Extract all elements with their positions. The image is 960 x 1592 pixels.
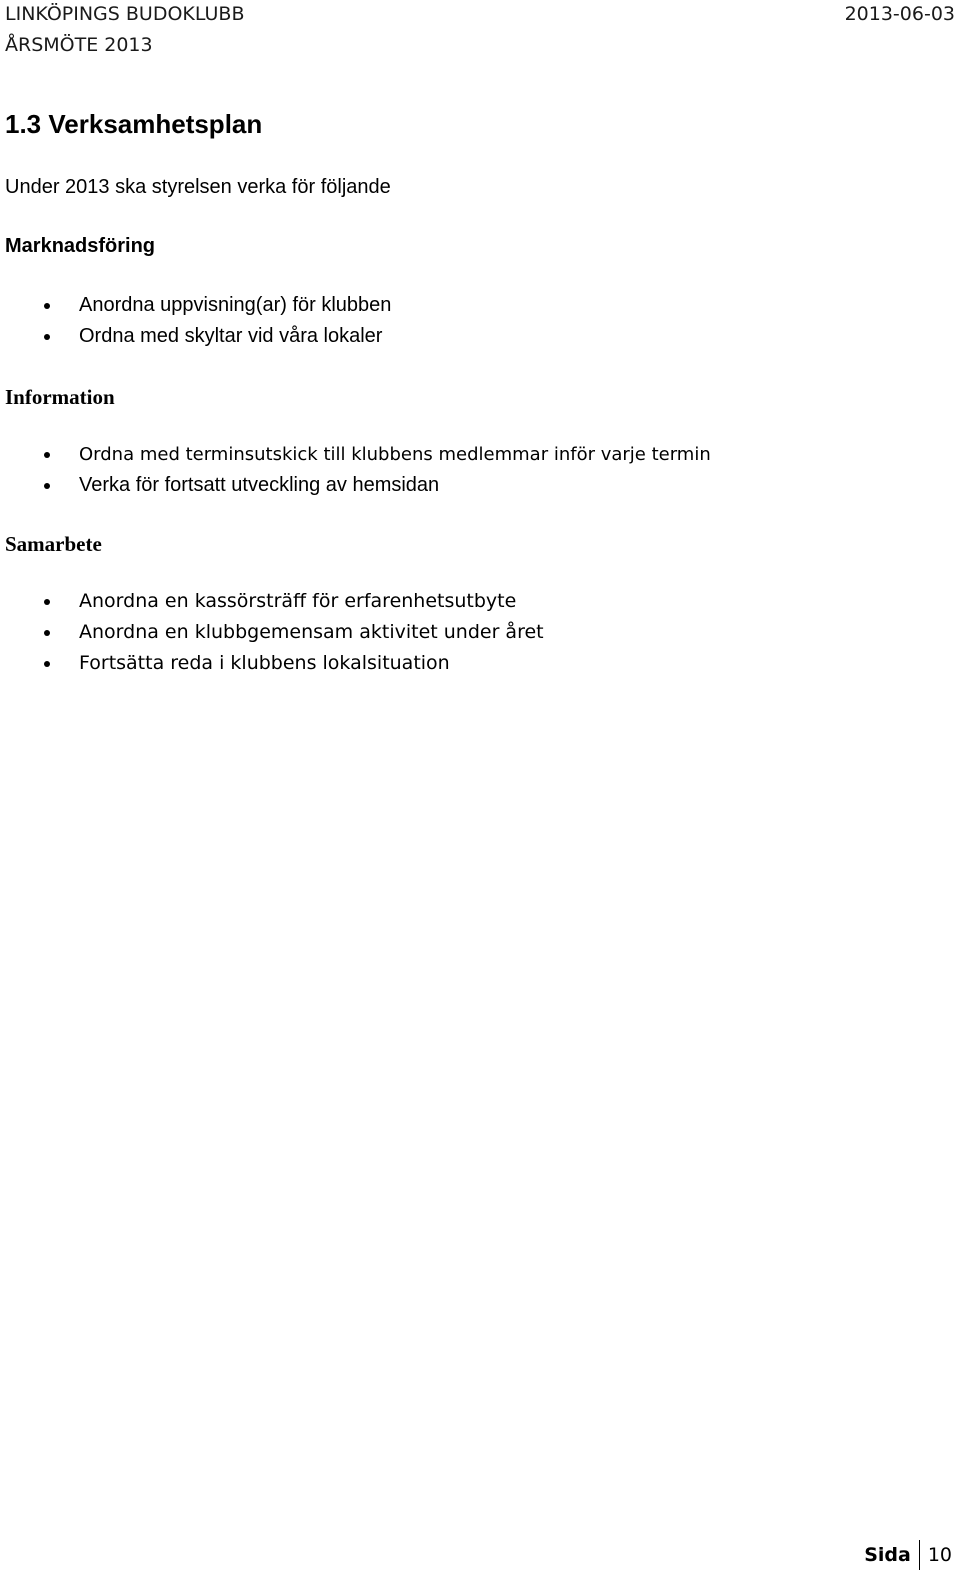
list-item xyxy=(0,439,711,470)
list-item xyxy=(0,470,711,501)
list-item-text: Fortsätta reda i klubbens lokalsituation xyxy=(79,652,450,674)
section-heading-information: Information xyxy=(5,385,115,409)
list-item xyxy=(0,321,391,352)
page-number: 10 xyxy=(927,1544,952,1566)
header-organization: LINKÖPINGS BUDOKLUBB xyxy=(5,3,245,25)
list-item-text: Anordna en kassörsträff för erfarenhetsutbyte xyxy=(79,590,517,612)
list-item xyxy=(0,586,544,617)
header-date: 2013-06-03 xyxy=(844,3,955,25)
bullet-icon xyxy=(44,483,50,489)
list-item-text: Verka för fortsatt utveckling av hemsidan xyxy=(79,474,440,496)
bullet-list-samarbete xyxy=(0,586,544,679)
list-item-text: Ordna med skyltar vid våra lokaler xyxy=(79,325,383,347)
footer-divider xyxy=(919,1540,920,1570)
list-item-text: Anordna en klubbgemensam aktivitet under året xyxy=(79,621,544,643)
section-heading-marknadsforing: Marknadsföring xyxy=(5,235,156,257)
list-item xyxy=(0,648,544,679)
bullet-list-marknadsforing xyxy=(0,290,391,352)
page-footer xyxy=(864,1540,952,1570)
list-item xyxy=(0,290,391,321)
list-item xyxy=(0,617,544,648)
list-item-text: Anordna uppvisning(ar) för klubben xyxy=(79,294,392,316)
bullet-icon xyxy=(44,661,50,667)
bullet-icon xyxy=(44,303,50,309)
list-item-text: Ordna med terminsutskick till klubbens medlemmar inför varje termin xyxy=(79,444,711,465)
bullet-icon xyxy=(44,452,50,458)
page-title: 1.3 Verksamhetsplan xyxy=(5,109,263,139)
bullet-list-information xyxy=(0,439,711,501)
bullet-icon xyxy=(44,334,50,340)
section-heading-samarbete: Samarbete xyxy=(5,532,102,556)
intro-text: Under 2013 ska styrelsen verka för följande xyxy=(5,176,391,198)
header-subtitle: ÅRSMÖTE 2013 xyxy=(5,34,153,56)
bullet-icon xyxy=(44,599,50,605)
bullet-icon xyxy=(44,630,50,636)
page-label: Sida xyxy=(864,1544,911,1566)
